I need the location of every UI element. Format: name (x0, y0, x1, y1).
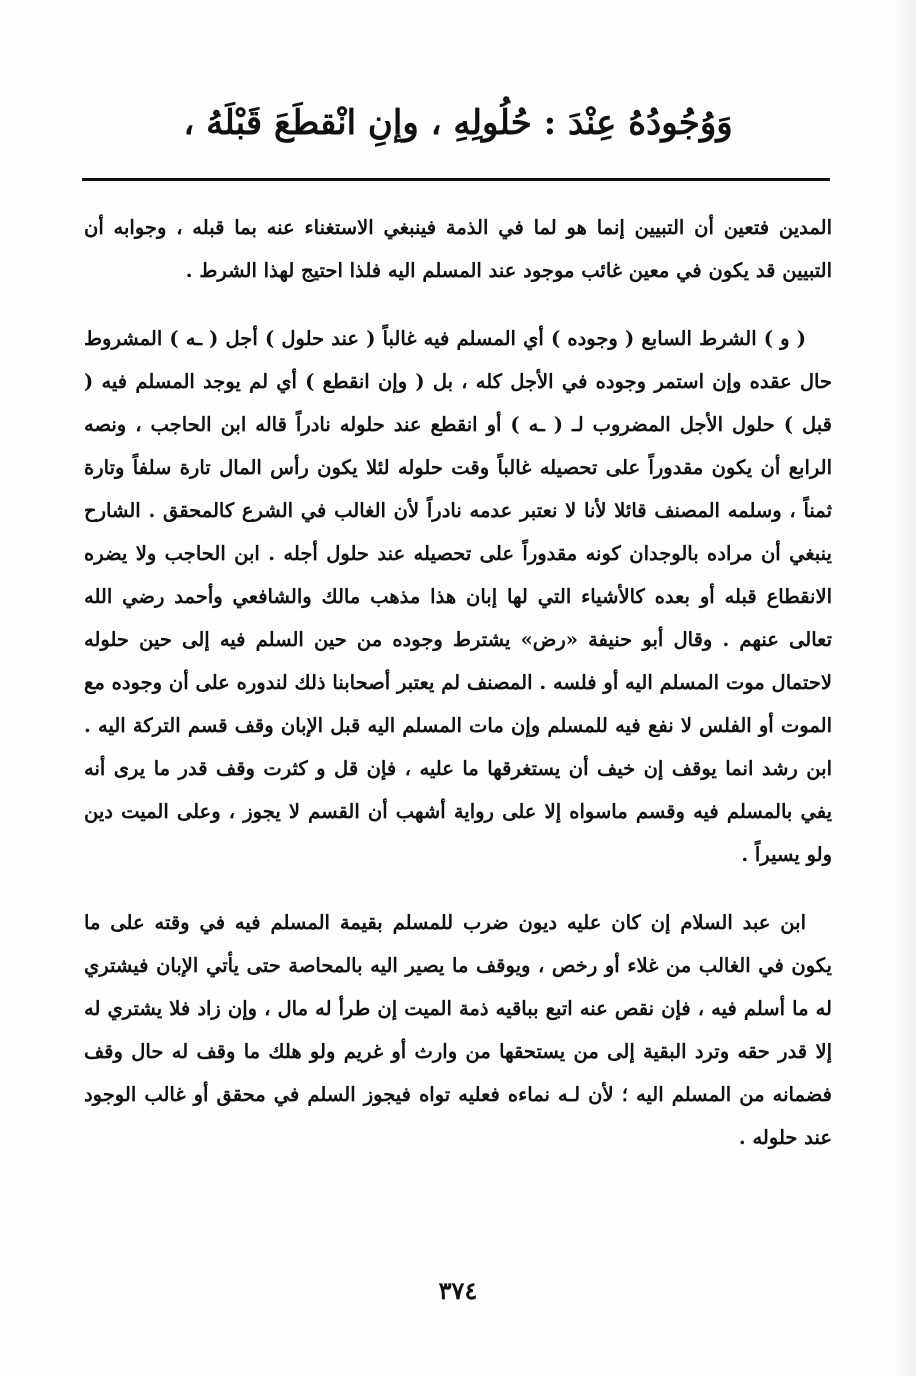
paragraph-2: ( و ) الشرط السابع ( وجوده ) أي المسلم فيه غالباً ( عند حلول ) أجل ( ـه ) المشروط حال عقده وإن استمر وجوده في الأجل كله ، بل ( وإن انقطع ) أي لم يوجد المسلم فيه ( قبل ) حلول الأجل المضروب لـ ( ـه ) أو انقطع عند حلوله نادراً قاله ابن الحاجب ، ونصه الرابع أن يكون مقدوراً على تحصيله غالباً وقت حلوله لئلا يكون رأس المال تارة سلفاً وتارة ثمناً ، وسلمه المصنف قائلا لأنا لا نعتبر عدمه نادراً لأن الغالب في الشرع كالمحقق . الشارح ينبغي أن مراده بالوجدان كونه مقدوراً على تحصيله عند حلول أجله . ابن الحاجب ولا يضره الانقطاع قبله أو بعده كالأشياء التي لها إبان هذا مذهب مالك والشافعي وأحمد رضي الله تعالى عنهم . وقال أبو حنيفة «رض» يشترط وجوده من حين السلم فيه إلى حين حلوله لاحتمال موت المسلم اليه أو فلسه . المصنف لم يعتبر أصحابنا ذلك لندوره على أن وجوده مع الموت أو الفلس لا نفع فيه للمسلم وإن مات المسلم اليه قبل الإبان وقف قسم التركة اليه . ابن رشد انما يوقف إن خيف أن يستغرقها ما عليه ، فإن قل و كثرت وقف قدر ما يرى أنه يفي بالمسلم فيه وقسم ماسواه إلا على رواية أشهب أن القسم لا يجوز ، وعلى الميت دين ولو يسيراً . (84, 327, 832, 866)
paragraph-1: المدين فتعين أن التبيين إنما هو لما في الذمة فينبغي الاستغناء عنه بما قبله ، وجوابه أن التبيين قد يكون في معين غائب موجود عند المسلم اليه فلذا احتيج لهذا الشرط . (84, 216, 832, 282)
commentary-body (84, 206, 832, 1159)
paragraph-spacer (84, 876, 832, 901)
page-header-verse: وَوُجُودُهُ عِنْدَ : حُلُولِهِ ، وإنِ انْقطَعَ قَبْلَهُ ، (183, 103, 733, 143)
header-divider (82, 178, 830, 181)
scan-edge-shadow (894, 0, 916, 1376)
page-number: ٣٧٤ (438, 1276, 478, 1305)
paragraph-spacer (84, 292, 832, 317)
paragraph-3: ابن عبد السلام إن كان عليه ديون ضرب للمسلم بقيمة المسلم فيه في وقته على ما يكون في الغالب من غلاء أو رخص ، ويوقف ما يصير اليه بالمحاصة حتى يأتي الإبان فيشتري له ما أسلم فيه ، فإن نقص عنه اتبع بباقيه ذمة الميت إن طرأ له مال ، وإن زاد فلا يشتري له إلا قدر حقه وترد البقية إلى من يستحقها من وارث أو غريم ولو هلك ما وقف له حال وقف فضمانه من المسلم اليه ؛ لأن لـه نماءه فعليه تواه فيجوز السلم في محقق أو غالب الوجود عند حلوله . (84, 911, 832, 1149)
